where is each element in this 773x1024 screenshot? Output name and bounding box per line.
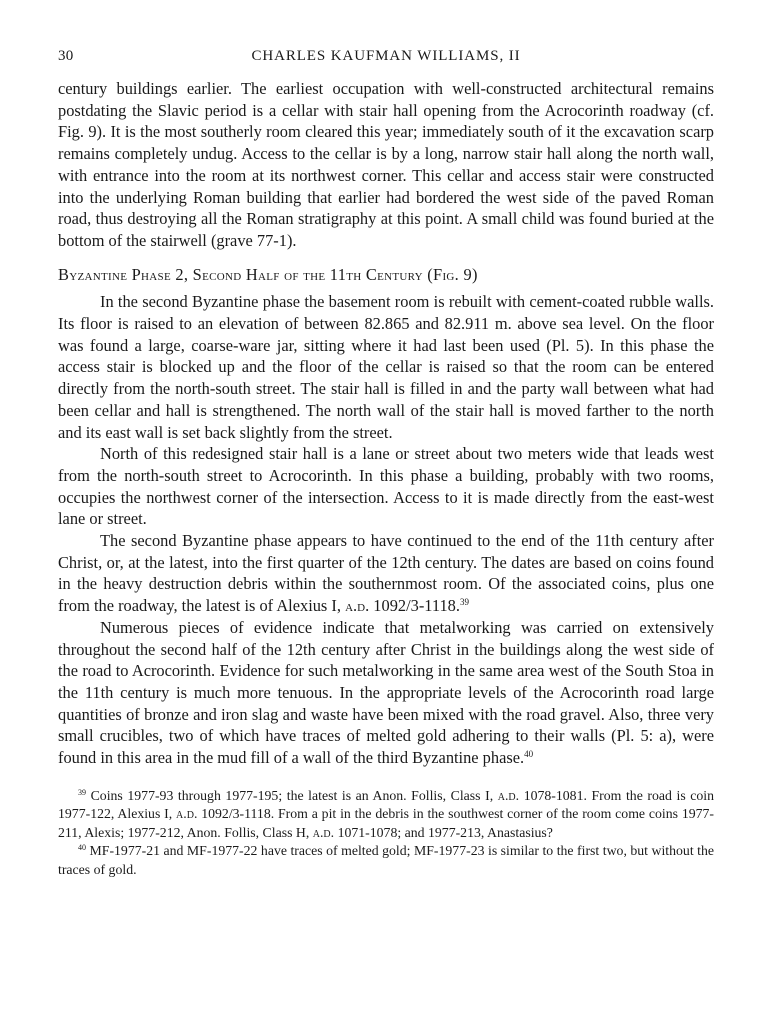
footnote-39-text-b: 1078-1081. From the road is coin 1977-122, Alexius I, xyxy=(58,787,715,822)
footnote-39-number: 39 xyxy=(78,787,86,797)
paragraph-1: century buildings earlier. The earliest occupation with well-constructed architectural remains postdating the Slavic period is a cellar with stair hall opening from the Acrocorinth roadway (cf. Fig. 9). It is the most southerly room cleared this year; immediately south of it the excavation scarp remains completely undug. Access to the cellar is by a long, narrow stair hall along the north wall, with entrance into the room at its northwest corner. This cellar and access stair were constructed into the underlying Roman building that earlier had bordered the west side of the paved Roman road, thus destroying all the Roman stratigraphy at this point. A small child was found buried at the bottom of the stairwell (grave 77-1). xyxy=(58,79,714,250)
era-abbrev: a.d. xyxy=(497,787,520,803)
footnote-40-text: MF-1977-21 and MF-1977-22 have traces of melted gold; MF-1977-23 is similar to the first two, but without the traces of gold. xyxy=(58,843,715,877)
footnote-40-number: 40 xyxy=(78,843,86,853)
page xyxy=(58,48,714,879)
paragraph-2: In the second Byzantine phase the basement room is rebuilt with cement-coated rubble walls. Its floor is raised to an elevation of between 82.865 and 82.911 m. above sea level. On the floor was found a large, coarse-ware jar, sitting where it had last been used (Pl. 5). In this phase the access stair is blocked up and the floor of the cellar is raised so that the room can be entered directly from the north-south street. The stair hall is filled in and the party wall between what had been cellar and hall is strengthened. The north wall of the stair hall is moved farther to the north and its east wall is set back slightly from the street. xyxy=(58,292,714,442)
footnote-39-text-a: Coins 1977-93 through 1977-195; the latest is an Anon. Follis, Class I, xyxy=(90,787,494,803)
paragraph-4 xyxy=(58,530,714,617)
paragraph-5 xyxy=(58,617,714,769)
section-heading: Byzantine Phase 2, Second Half of the 11th Century (Fig. 9) xyxy=(58,264,478,284)
paragraph-4-tail: 1092/3-1118. xyxy=(373,596,460,616)
running-header xyxy=(58,48,714,74)
paragraph-4-text: The second Byzantine phase appears to have continued to the end of the 11th century after Christ, or, at the latest, into the first quarter of the 12th century. The dates are based on coins found in the heavy destruction debris within the southernmost room. Of the associated coins, plus one from the roadway, the latest is of Alexius I, xyxy=(58,531,714,616)
footnote-ref-40[interactable]: 40 xyxy=(524,749,534,760)
footnote-39-text-c: 1092/3-1118. From a pit in the debris in the southwest corner of the room come coins 1977-211, Alexis; 1977-212, Anon. Follis, Class H, xyxy=(58,806,715,840)
era-abbrev: a.d. xyxy=(345,596,370,616)
page-number: 30 xyxy=(58,48,74,64)
paragraph-3: North of this redesigned stair hall is a lane or street about two meters wide that leads west from the north-south street to Acrocorinth. In this phase a building, probably with two rooms, occupies the northwest corner of the intersection. Access to it is made directly from the east-west lane or street. xyxy=(58,444,714,529)
era-abbrev: a.d. xyxy=(312,824,335,840)
paragraph-5-text: Numerous pieces of evidence indicate that metalworking was carried on extensively throughout the second half of the 12th century after Christ in the buildings along the west side of the road to Acrocorinth. Evidence for such metalworking in the same area west of the South Stoa in the 11th century is much more tenuous. In the appropriate levels of the Acrocorinth road large quantities of bronze and iron slag and waste have been mixed with the road gravel. Also, three very small crucibles, two of which have traces of melted gold adhering to their walls (Pl. 5: a), were found in this area in the mud fill of a wall of the third Byzantine phase. xyxy=(58,617,714,768)
footnotes xyxy=(58,787,714,880)
footnote-ref-39[interactable]: 39 xyxy=(459,597,469,608)
main-text xyxy=(58,78,714,769)
running-title: CHARLES KAUFMAN WILLIAMS, II xyxy=(251,48,521,64)
footnote-39-text-d: 1071-1078; and 1977-213, Anastasius? xyxy=(337,824,553,840)
footnote-40 xyxy=(58,842,714,879)
era-abbrev: a.d. xyxy=(176,806,198,822)
footnote-39 xyxy=(58,787,714,843)
